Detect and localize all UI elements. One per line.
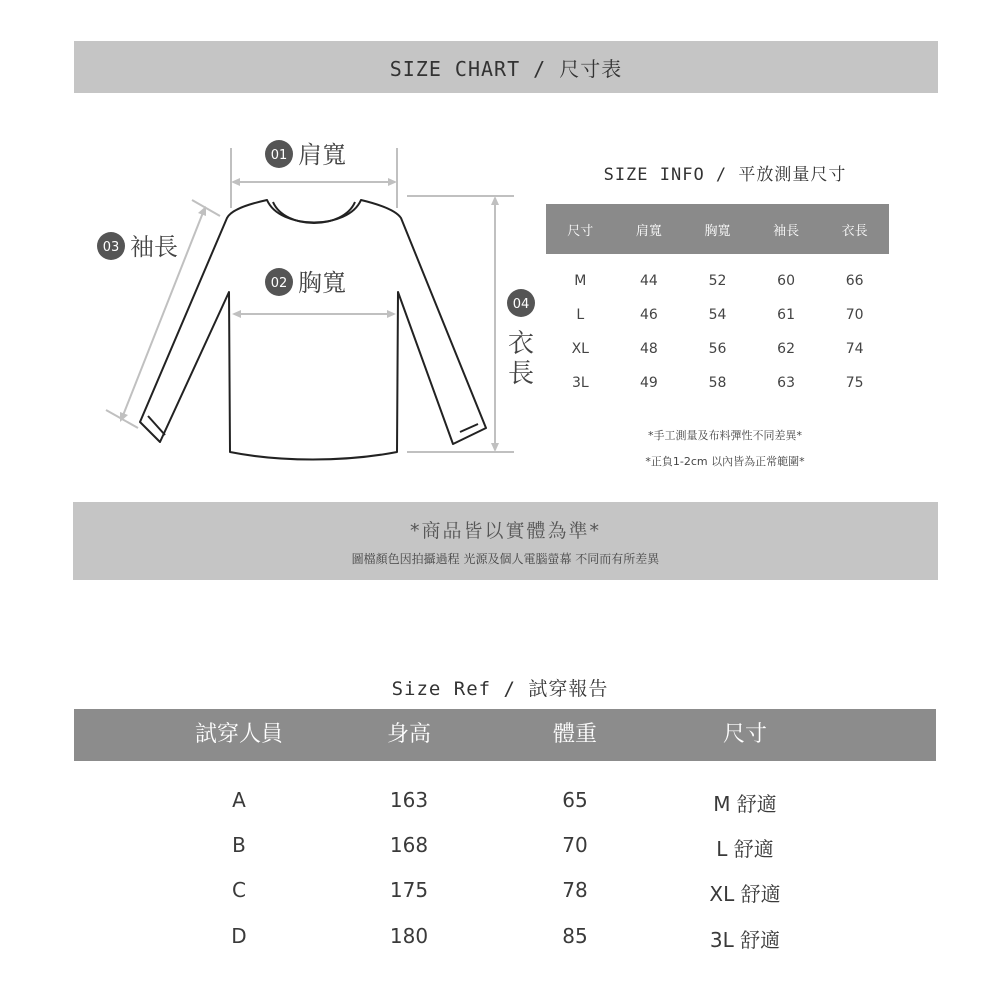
table-cell: B bbox=[232, 833, 246, 857]
label-04 bbox=[507, 289, 535, 389]
table-cell: 54 bbox=[708, 307, 727, 323]
table-cell: C bbox=[232, 878, 246, 902]
table-cell: XL bbox=[571, 341, 589, 357]
table-cell: 49 bbox=[639, 375, 658, 391]
badge-number: 01 bbox=[270, 148, 288, 163]
table-cell: A bbox=[232, 788, 246, 812]
column-header: 肩寬 bbox=[615, 204, 684, 254]
table-cell: 78 bbox=[562, 878, 588, 902]
column-header: 體重 bbox=[552, 722, 597, 747]
table-header-row bbox=[546, 204, 889, 254]
table-cell: 66 bbox=[845, 273, 864, 289]
size-chart-header bbox=[74, 41, 938, 93]
notice-sub-text: 圖檔顏色因拍攝過程 光源及個人電腦螢幕 不同而有所差異 bbox=[351, 552, 660, 566]
table-cell: 61 bbox=[777, 307, 795, 323]
table-cell: 52 bbox=[708, 273, 727, 289]
table-cell: 85 bbox=[562, 924, 588, 948]
table-cell: 62 bbox=[777, 341, 795, 357]
table-cell: 180 bbox=[389, 924, 429, 948]
column-header: 胸寬 bbox=[683, 204, 752, 254]
measurement-note: *手工測量及布料彈性不同差異* bbox=[648, 429, 802, 442]
label-01 bbox=[265, 140, 346, 169]
column-header: 尺寸 bbox=[722, 722, 767, 747]
table-cell: D bbox=[231, 924, 247, 948]
sleeve-label: 袖長 bbox=[130, 233, 178, 261]
table-cell: 63 bbox=[777, 375, 795, 391]
table-cell: 163 bbox=[389, 788, 429, 812]
table-row bbox=[546, 298, 889, 332]
table-cell: M 舒適 bbox=[713, 792, 777, 816]
table-cell: 60 bbox=[777, 273, 795, 289]
size-ref-header bbox=[74, 709, 936, 761]
size-chart-title: SIZE CHART / 尺寸表 bbox=[389, 57, 623, 81]
column-header: 袖長 bbox=[752, 204, 821, 254]
tolerance-note: *正負1-2cm 以內皆為正常範圍* bbox=[645, 455, 805, 468]
measurement-guides bbox=[106, 148, 514, 452]
table-row bbox=[74, 788, 936, 818]
table-cell: 75 bbox=[845, 375, 864, 391]
table-cell: 74 bbox=[845, 341, 864, 357]
table-cell: 58 bbox=[708, 375, 727, 391]
badge-number: 02 bbox=[270, 276, 288, 291]
badge-number: 04 bbox=[512, 297, 530, 312]
table-cell: 44 bbox=[639, 273, 658, 289]
table-cell: 3L bbox=[571, 375, 589, 391]
column-header: 身高 bbox=[386, 722, 431, 747]
column-header: 尺寸 bbox=[546, 204, 615, 254]
chest-label: 胸寬 bbox=[298, 269, 346, 297]
shirt-measurement-diagram bbox=[80, 130, 540, 480]
notice-banner bbox=[73, 502, 938, 580]
table-cell: L 舒適 bbox=[716, 837, 774, 861]
size-ref-title: Size Ref / 試穿報告 bbox=[391, 678, 609, 700]
size-info-table bbox=[546, 204, 889, 400]
table-row bbox=[546, 254, 889, 298]
table-cell: L bbox=[576, 307, 585, 323]
length-label-1: 衣 bbox=[507, 329, 535, 359]
table-cell: 168 bbox=[389, 833, 429, 857]
size-info-title: SIZE INFO / 平放測量尺寸 bbox=[603, 165, 847, 185]
column-header: 試穿人員 bbox=[194, 722, 283, 747]
table-cell: XL 舒適 bbox=[709, 882, 781, 906]
label-03 bbox=[97, 232, 178, 261]
table-cell: M bbox=[574, 273, 587, 289]
notice-main-text: *商品皆以實體為準* bbox=[409, 520, 601, 542]
table-cell: 46 bbox=[639, 307, 658, 323]
table-row bbox=[546, 366, 889, 400]
table-row bbox=[74, 924, 936, 954]
table-cell: 3L 舒適 bbox=[709, 928, 781, 952]
length-label-2: 長 bbox=[507, 359, 535, 389]
table-row bbox=[74, 878, 936, 908]
table-cell: 65 bbox=[562, 788, 588, 812]
table-cell: 70 bbox=[562, 833, 588, 857]
table-row bbox=[546, 332, 889, 366]
label-02 bbox=[265, 268, 346, 297]
badge-number: 03 bbox=[102, 240, 120, 255]
table-cell: 175 bbox=[389, 878, 429, 902]
table-cell: 48 bbox=[639, 341, 658, 357]
table-cell: 70 bbox=[845, 307, 864, 323]
column-header: 衣長 bbox=[820, 204, 889, 254]
shoulder-label: 肩寬 bbox=[298, 141, 346, 169]
table-row bbox=[74, 833, 936, 863]
table-cell: 56 bbox=[708, 341, 727, 357]
